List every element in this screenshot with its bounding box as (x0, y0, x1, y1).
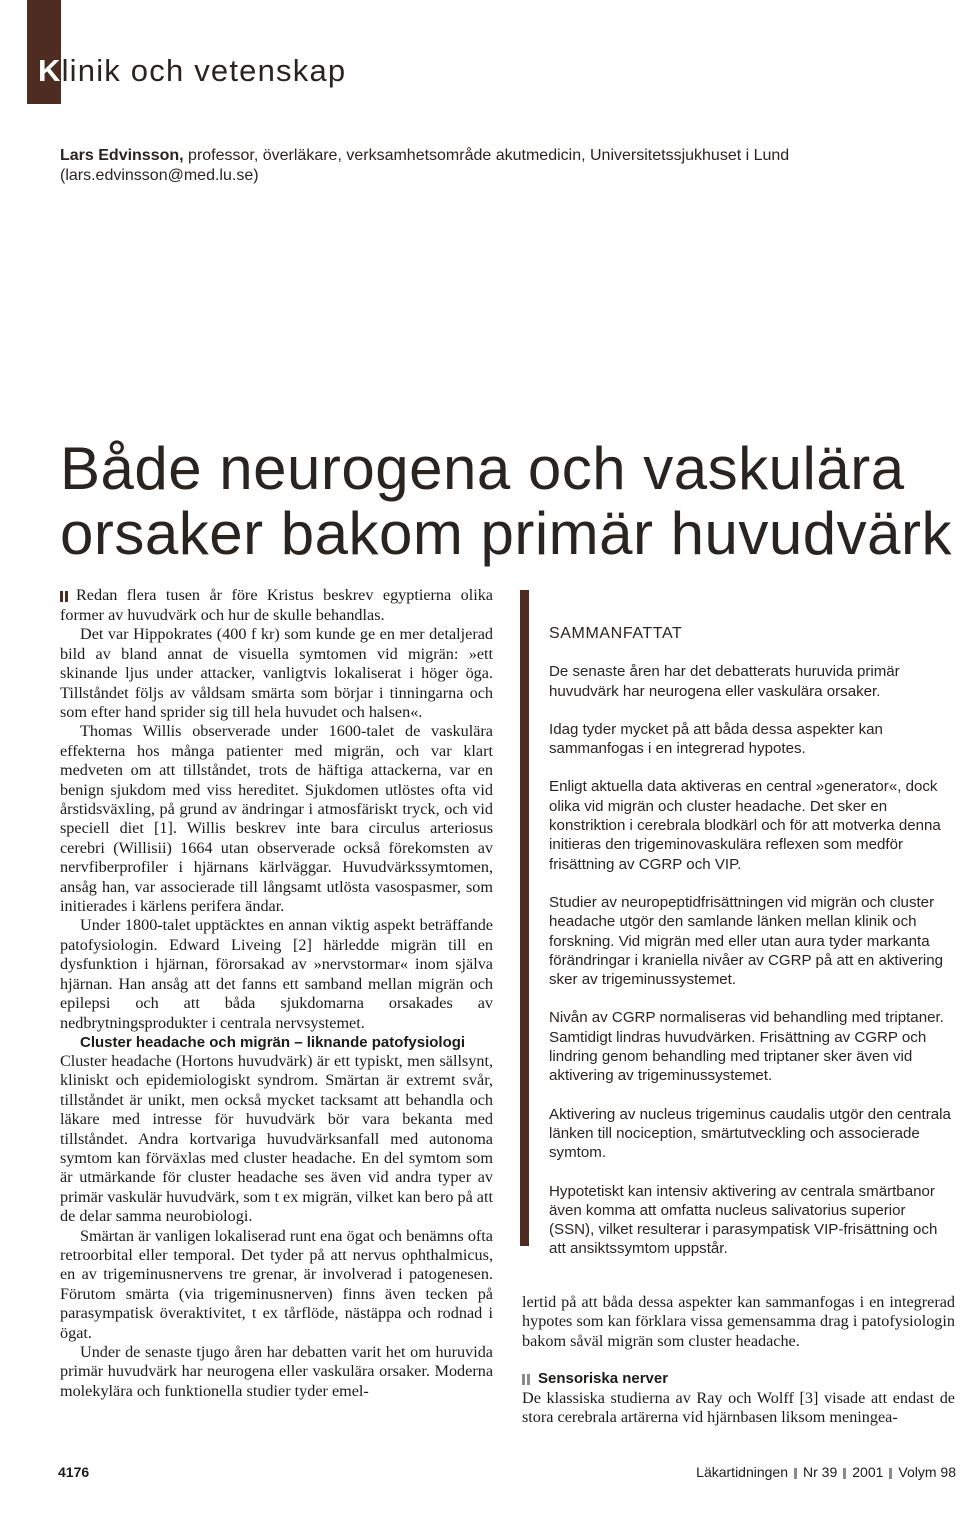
page-number: 4176 (58, 1464, 90, 1480)
paragraph: Under 1800-talet upptäcktes en annan viktig aspekt beträffande patofysiologin. Edward Liveing [2] härledde migrän till en dysfunktion i hjärnan, förorsakad av »nervstormar« inom själva hjärnan. Han ansåg att det fanns ett samband mellan migrän och epilepsi och att båda sjukdomarna orsakades av nedbrytningsprodukter i centrala nervsystemet. (60, 916, 493, 1032)
issue-year: 2001 (852, 1464, 884, 1480)
body-column-right (522, 1293, 955, 1428)
section-title-rest: linik och vetenskap (61, 53, 347, 88)
summary-item: Studier av neuropeptidfrisättningen vid migrän och cluster headache utgör den samlande länken mellan klinik och forskning. Vid migrän med eller utan aura tyder markanta förändringar i kraniella nivåer av CGRP på att en aktivering sker av trigeminussystemet. (549, 893, 944, 989)
paragraph-start-marker-icon (60, 587, 70, 606)
body-column-left (60, 586, 493, 1401)
paragraph-text: Redan flera tusen år före Kristus beskrev egyptierna olika former av huvudvärk och hur de skulle behandlas. (60, 586, 493, 624)
section-title-initial: K (38, 53, 62, 88)
summary-item: Aktivering av nucleus trigeminus caudalis utgör den centrala länken till nociception, smärtutveckling och associerade symtom. (549, 1105, 951, 1162)
paragraph: Under de senaste tjugo åren har debatten varit het om huruvida primär huvudvärk har neurogena eller vaskulära orsaker. Moderna molekylära och funktionella studier tyder emel- (60, 1343, 493, 1400)
author-name: Lars Edvinsson, (60, 147, 184, 164)
paragraph: Det var Hippokrates (400 f kr) som kunde ge en mer detaljerad bild av bland annat de visuella symtomen vid migrän: »ett skinande ljus under attacker, vanligtvis lokaliserat i höger öga. Tillståndet följs av våldsam smärta som börjar i tinningarna och som efter hand sprider sig till hela huvudet och halsen«. (60, 625, 493, 722)
summary-item: Enligt aktuella data aktiveras en central »generator«, dock olika vid migrän och cluster headache. Det sker en konstriktion i cerebrala blodkärl och för att motverka denna initieras den trigeminovaskulära reflexen som medför frisättning av CGRP och VIP. (549, 778, 941, 873)
author-email[interactable]: (lars.edvinsson@med.lu.se) (60, 167, 259, 184)
paragraph: Thomas Willis observerade under 1600-talet de vaskulära effekterna hos många patienter med migrän, och var klart medveten om att tillståndet, trots de häftiga attackerna, var en benign sjukdom med viss hereditet. Sjukdomen utlöstes ofta vid årstidsväxling, på grund av ändringar i atmosfäriskt tryck, och vid speciell diet [1]. Willis beskrev inte bara circulus arteriosus cerebri (Willisii) 1664 utan observerade också förekomsten av nervfiberprofiler i hjärnans kärlväggar. Huvudvärkssymtomen, ansåg han, var associerade till långsamt utlösta vasospasmer, som initierades i kärlens perifera ändar. (60, 722, 493, 916)
summary-accent-bar (520, 590, 529, 1246)
volume: Volym 98 (898, 1464, 956, 1480)
summary-item: Nivån av CGRP normaliseras vid behandling med triptaner. Samtidigt lindras huvudvärken. Frisättning av CGRP och lindring genom behandling med triptaner sker även vid aktivering av trigeminussystemet. (549, 1009, 944, 1085)
headline-line-2: orsaker bakom primär huvudvärk (60, 500, 953, 567)
subheading: Cluster headache och migrän – liknande patofysiologi (80, 1033, 466, 1051)
paragraph (60, 586, 493, 625)
separator-icon (889, 1468, 892, 1479)
summary-item: Hypotetiskt kan intensiv aktivering av centrala smärtbanor även komma att omfatta nucleus salivatorius superior (SSN), vilket resulterar i parasympatisk VIP-frisättning och att ansiktssymtom uppstår. (549, 1182, 938, 1258)
journal-footer (696, 1464, 956, 1480)
paragraph: Cluster headache (Hortons huvudvärk) är ett typiskt, men sällsynt, kliniskt och epidemiologiskt syndrom. Smärtan är extremt svår, tillståndet är unikt, men också mycket tacksamt att behandla och läkare med intresse för huvudvärk bör vara bekanta med tillståndet. Andra kortvariga huvudvärksanfall med autonoma symtom kan förväxlas med cluster headache. En del symtom som är utmärkande för cluster headache ses även vid andra typer av primär vaskulär huvudvärk, som t ex migrän, vilket kan bero på att de delar samma neurobiologi. (60, 1051, 493, 1226)
summary-item: De senaste åren har det debatterats huruvida primär huvudvärk har neurogena eller vaskulära orsaker. (549, 663, 900, 700)
separator-icon (843, 1468, 846, 1479)
author-byline (60, 146, 930, 186)
summary-box (549, 624, 954, 1278)
subheading (522, 1369, 955, 1389)
section-title (38, 52, 346, 90)
separator-icon (794, 1468, 797, 1479)
paragraph: lertid på att båda dessa aspekter kan sammanfogas i en integrerad hypotes som kan förklara vissa gemensamma drag i patofysiologin bakom såväl migrän som cluster headache. (522, 1293, 955, 1350)
article-headline (60, 435, 953, 567)
paragraph: Smärtan är vanligen lokaliserad runt ena ögat och benämns ofta retroorbital eller temporal. Det tyder på att nervus ophthalmicus, en av trigeminusnervens tre grenar, är involverad i patogenesen. Förutom smärta (via trigeminusnerven) finns även tecken på parasympatisk överaktivitet, t ex tårflöde, nästäppa och rodnad i ögat. (60, 1226, 493, 1342)
journal-name: Läkartidningen (696, 1464, 789, 1480)
subheading-marker-icon (522, 1370, 532, 1389)
headline-line-1: Både neurogena och vaskulära (60, 435, 905, 502)
summary-item: Idag tyder mycket på att båda dessa aspekter kan sammanfogas i en integrerad hypotes. (549, 720, 883, 758)
paragraph: De klassiska studierna av Ray och Wolff [3] visade att endast de stora cerebrala artärerna vid hjärnbasen liksom meningea- (522, 1388, 955, 1427)
summary-title: SAMMANFATTAT (549, 625, 683, 642)
author-affiliation: professor, överläkare, verksamhetsområde akutmedicin, Universitetssjukhuset i Lund (183, 147, 790, 164)
issue-number: Nr 39 (803, 1464, 838, 1480)
subheading-text: Sensoriska nerver (538, 1370, 669, 1388)
